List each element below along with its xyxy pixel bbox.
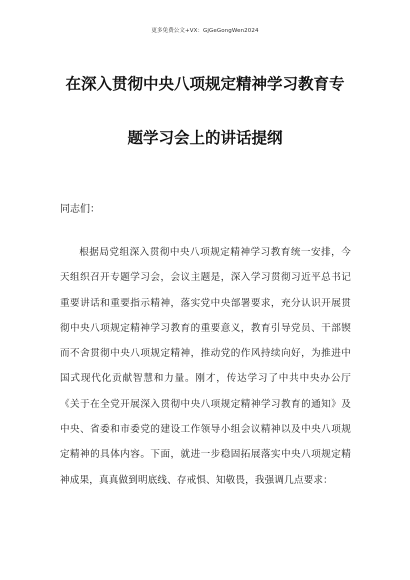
body-paragraph: 根据局党组深入贯彻中央八项规定精神学习教育统一安排，今天组织召开专题学习会，会议主题是，深入学习贯彻习近平总书记重要讲话和重要指示精神，落实党中央部署要求，充分认识开展贯彻中央八项规定精神学习教育的重要意义，教育引导党员、干部锲而不舍贯彻中央八项规定精神，推动党的作风持续向好，为推进中国式现代化贡献智慧和力量。刚才，传达学习了中共中央办公厅《关于在全党开展深入贯彻中央八项规定精神学习教育的通知》及中央、省委和市委党的建设工作领导小组会议精神以及中央八项规定精神的具体内容。下面，就进一步稳固拓展落实中央八项规定精神成果，真真做到明底线、存戒惧、知敬畏，我强调几点要求： <box>60 247 351 486</box>
header-note: 更多免费公文+VX：GjGeGongWen2024 <box>151 28 259 34</box>
title-line-2: 题学习会上的讲话提纲 <box>127 128 283 147</box>
title-line-1: 在深入贯彻中央八项规定精神学习教育专 <box>65 74 345 93</box>
salutation: 同志们： <box>60 204 100 215</box>
